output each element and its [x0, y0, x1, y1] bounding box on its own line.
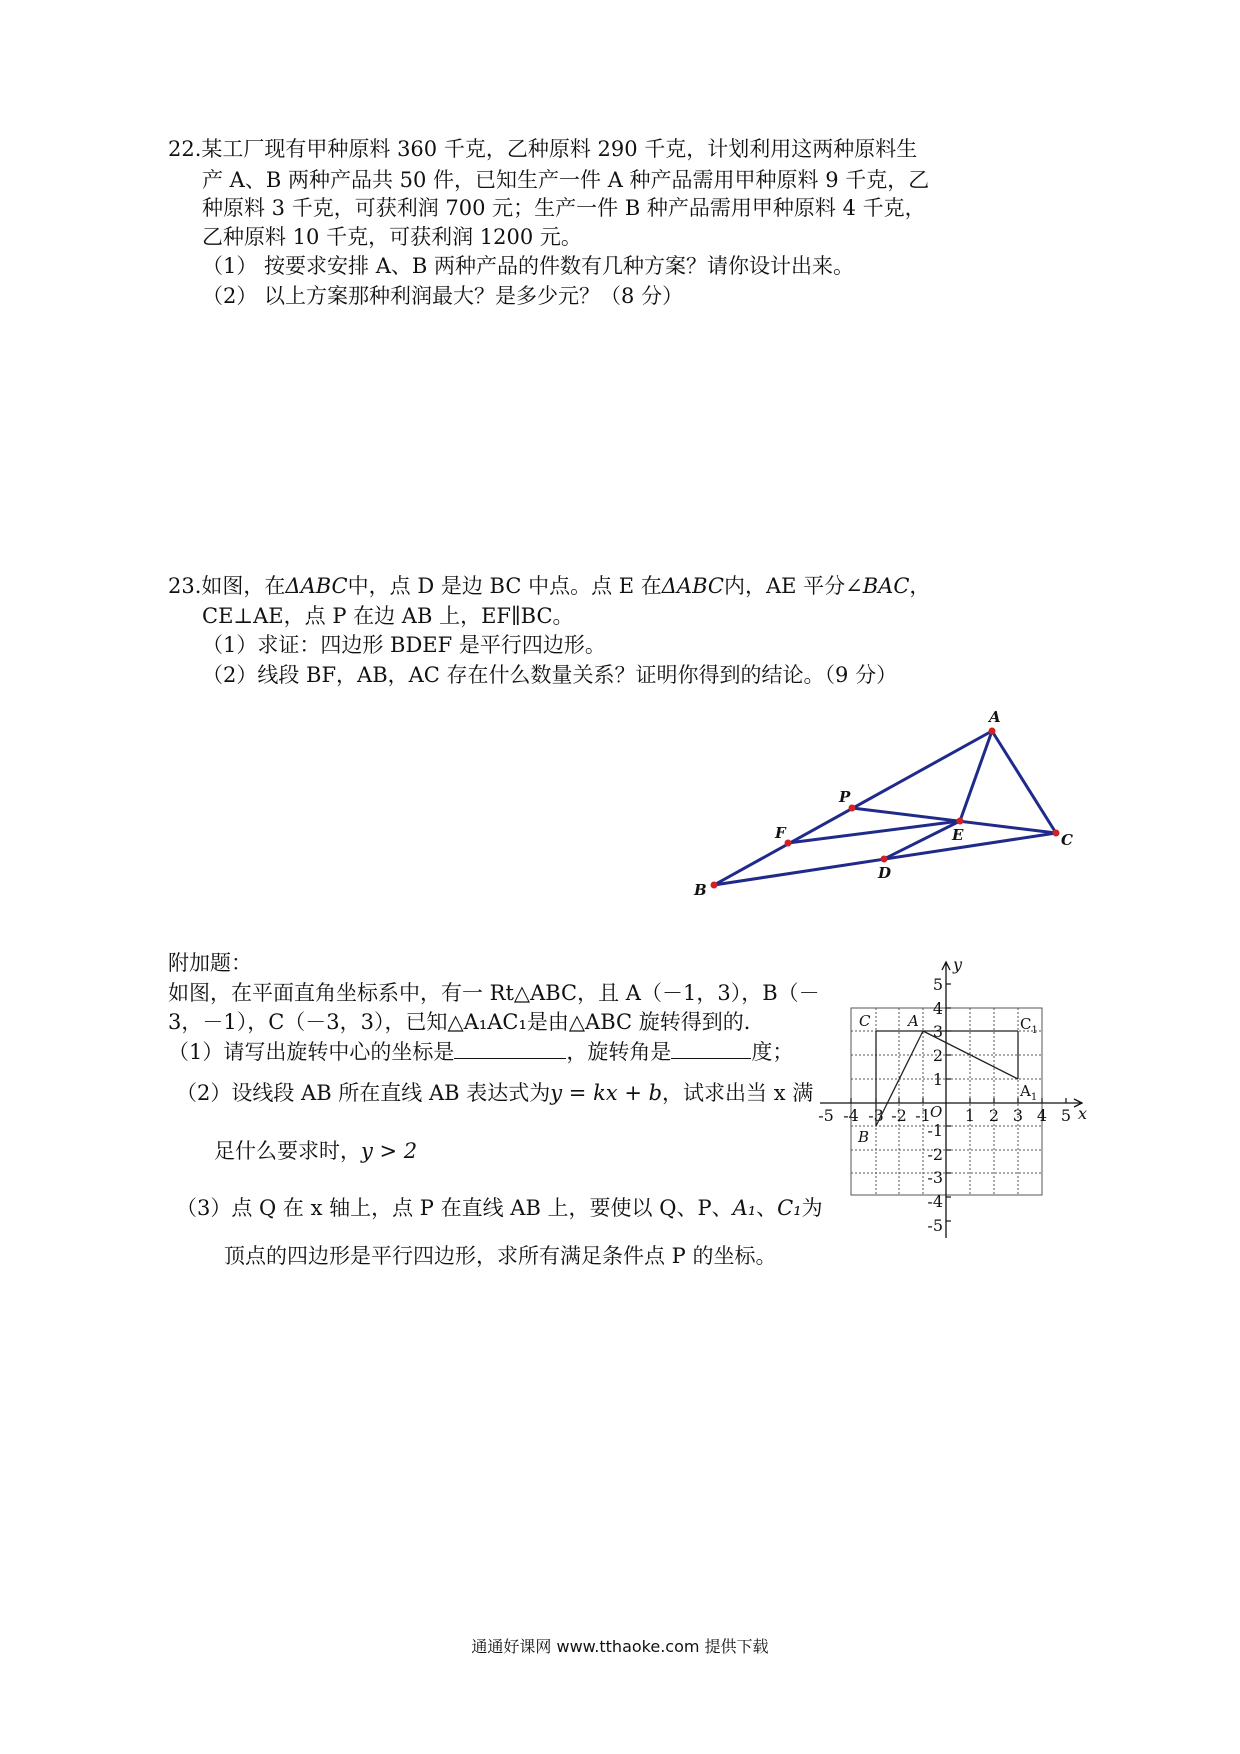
x-tick-label: 3: [1012, 1106, 1024, 1125]
extra-p2-text-a: （2）设线段 AB 所在直线 AB 表达式为: [176, 1081, 551, 1105]
q22-line-3: 种原料 3 千克，可获利润 700 元；生产一件 B 种产品需用甲种原料 4 千克，: [202, 196, 926, 220]
x-tick-label: 4: [1036, 1106, 1048, 1125]
extra-p2-text-c: 足什么要求时，: [214, 1139, 361, 1163]
point-e-dot: [957, 818, 964, 825]
extra-p1-text-c: 度；: [751, 1040, 794, 1064]
triangle-abc-symbol: ΔABC: [285, 574, 348, 598]
x-tick-label: -3: [868, 1106, 884, 1125]
x-tick-label: -4: [843, 1106, 859, 1125]
origin-label: O: [930, 1103, 943, 1121]
extra-p3-sep: 、: [756, 1196, 778, 1220]
extra-part-2-cont: [214, 1136, 417, 1166]
y-tick-label: -5: [927, 1216, 943, 1235]
q23-part-2: （2）线段 BF，AB，AC 存在什么数量关系？证明你得到的结论。（9 分）: [202, 663, 898, 687]
label-p: P: [839, 788, 851, 806]
y-tick-label: -4: [927, 1192, 943, 1211]
y-tick-label: -3: [927, 1168, 943, 1187]
q22-line-1: 22.某工厂现有甲种原料 360 千克，乙种原料 290 千克，计划利用这两种原料生: [168, 137, 918, 161]
graph-label-a1: $A_1$: [1020, 1082, 1038, 1103]
x-tick-label: -1: [915, 1106, 931, 1125]
q23-text-a: 23.如图，在: [168, 574, 286, 598]
extra-heading: 附加题：: [168, 951, 252, 975]
label-c: C: [1061, 831, 1073, 849]
coordinate-graph: [812, 955, 1102, 1245]
answer-blank-rotation-center[interactable]: [454, 1036, 566, 1059]
x-tick-label: 5: [1060, 1106, 1072, 1125]
segment-fe: [788, 821, 960, 843]
answer-blank-rotation-angle[interactable]: [671, 1036, 751, 1059]
y-tick-label: -2: [927, 1145, 943, 1164]
label-f: F: [775, 824, 786, 842]
segment-ca: [992, 731, 1056, 833]
q22-part-2: （2） 以上方案那种利润最大？是多少元？（8 分）: [202, 284, 684, 308]
extra-part-3: [176, 1193, 823, 1223]
q23-line-1: [168, 571, 930, 601]
extra-line-1: 如图，在平面直角坐标系中，有一 Rt△ABC，且 A（－1，3），B（－: [168, 981, 820, 1005]
x-tick-label: -5: [818, 1106, 834, 1125]
q23-text-c: 内，AE 平分: [723, 574, 846, 598]
q23-part-1: （1）求证：四边形 BDEF 是平行四边形。: [202, 633, 606, 657]
extra-p3-text-b: 为: [801, 1196, 823, 1220]
triangle-abc-symbol-2: ΔABC: [661, 574, 724, 598]
point-c1-symbol: C₁: [777, 1196, 802, 1220]
x-tick-label: 1: [964, 1106, 976, 1125]
point-a1-symbol: A₁: [732, 1196, 757, 1220]
point-a-dot: [989, 728, 996, 735]
x-axis-label: x: [1078, 1104, 1088, 1123]
y-tick-label: 2: [932, 1046, 943, 1065]
x-tick-label: 2: [988, 1106, 1000, 1125]
q22-part-1: （1） 按要求安排 A、B 两种产品的件数有几种方案？请你设计出来。: [202, 254, 854, 278]
extra-p2-text-b: ，试求出当 x 满: [662, 1081, 814, 1105]
q22-line-4: 乙种原料 10 千克，可获利润 1200 元。: [202, 225, 582, 249]
line-expression: y = kx + b: [550, 1081, 663, 1105]
point-b-dot: [711, 882, 718, 889]
graph-label-a: A: [908, 1012, 919, 1030]
label-d: D: [878, 864, 892, 882]
extra-part-2: [176, 1078, 813, 1108]
y-tick-label: -1: [927, 1121, 943, 1140]
extra-line-2: 3，－1），C（－3，3），已知△A₁AC₁是由△ABC 旋转得到的．: [168, 1010, 765, 1034]
y-tick-label: 3: [932, 1022, 943, 1041]
q23-text-d: ，: [909, 574, 931, 598]
q22-line-2: 产 A、B 两种产品共 50 件，已知生产一件 A 种产品需用甲种原料 9 千克，乙: [202, 168, 930, 192]
point-c-dot: [1053, 830, 1060, 837]
q23-text-b: 中，点 D 是边 BC 中点。点 E 在: [347, 574, 662, 598]
q23-geometry-figure: [680, 700, 1100, 910]
y-axis-label: y: [953, 955, 963, 974]
extra-p1-text-b: ，旋转角是: [566, 1040, 672, 1064]
extra-p1-text-a: （1）请写出旋转中心的坐标是: [168, 1040, 455, 1064]
extra-p3-text-a: （3）点 Q 在 x 轴上，点 P 在直线 AB 上，要使以 Q、P、: [176, 1196, 733, 1220]
point-d-dot: [881, 856, 888, 863]
q23-line-2: CE⊥AE，点 P 在边 AB 上，EF∥BC。: [202, 604, 574, 628]
page-footer: 通通好课网 www.tthaoke.com 提供下载: [471, 1637, 769, 1656]
graph-label-c1: $C_1$: [1020, 1015, 1038, 1036]
inequality-expression: y > 2: [361, 1139, 418, 1163]
x-tick-label: -2: [891, 1106, 907, 1125]
angle-bac-symbol: ∠BAC: [845, 574, 910, 598]
extra-part-3-cont: 顶点的四边形是平行四边形，求所有满足条件点 P 的坐标。: [224, 1244, 777, 1268]
label-e: E: [952, 826, 964, 844]
label-b: B: [694, 881, 707, 899]
graph-label-b: B: [858, 1128, 870, 1146]
graph-label-c: C: [859, 1012, 871, 1030]
y-tick-label: 1: [932, 1070, 943, 1089]
label-a: A: [989, 708, 1001, 726]
y-tick-label: 4: [932, 999, 943, 1018]
y-tick-label: 5: [932, 975, 943, 994]
extra-part-1: [168, 1036, 793, 1067]
